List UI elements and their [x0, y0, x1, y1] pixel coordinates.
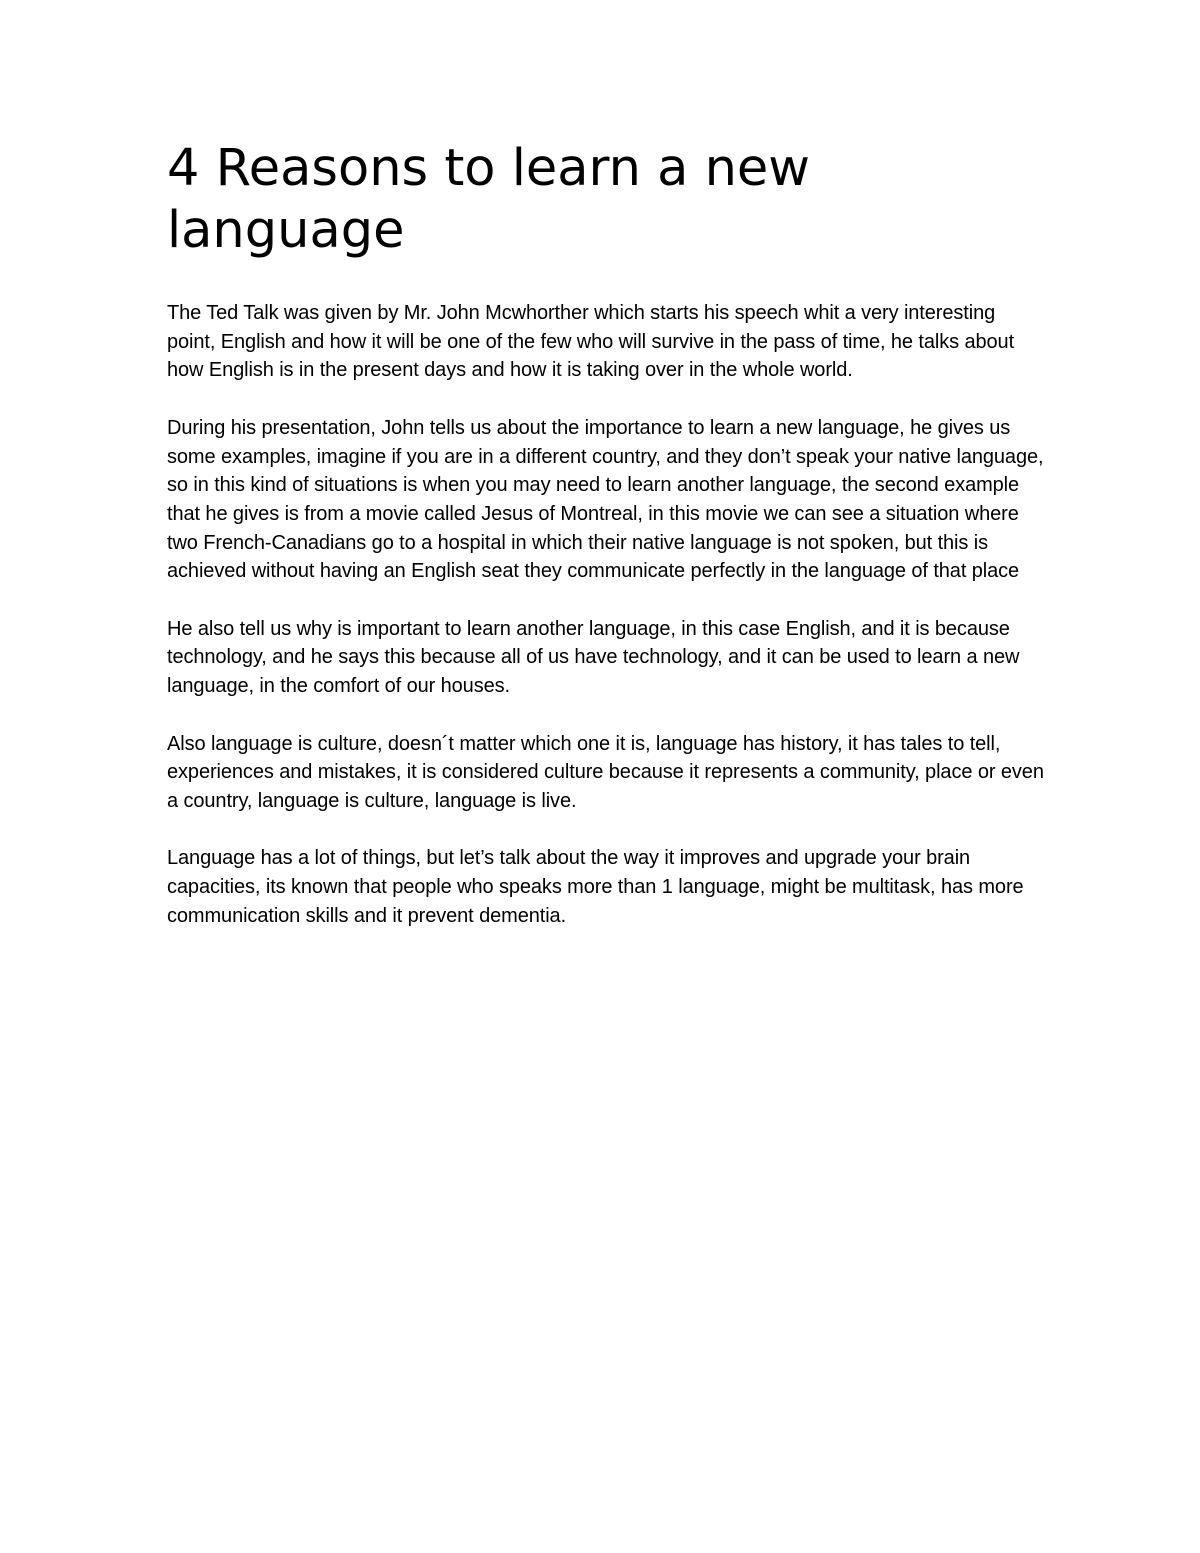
document-body — [167, 138, 1047, 959]
paragraph-2: During his presentation, John tells us about the importance to learn a new language, he gives us some examples, imagine if you are in a different country, and they don’t speak your native language, so in this kind of situations is when you may need to learn another language, the second example that he gives is from a movie called Jesus of Montreal, in this movie we can see a situation where two French-Canadians go to a hospital in which their native language is not spoken, but this is achieved without having an English seat they communicate perfectly in the language of that place — [167, 416, 1044, 583]
paragraph-1: The Ted Talk was given by Mr. John Mcwhorther which starts his speech whit a very interesting point, English and how it will be one of the few who will survive in the pass of time, he talks about how English is in the present days and how it is taking over in the whole world. — [167, 302, 1015, 382]
paragraph-5: Language has a lot of things, but let’s talk about the way it improves and upgrade your brain capacities, its known that people who speaks more than 1 language, might be multitask, has more communication skills and it prevent dementia. — [167, 847, 1024, 927]
document-title: 4 Reasons to learn a new language — [167, 139, 811, 260]
paragraph-4: Also language is culture, doesn´t matter which one it is, language has history, it has tales to tell, experiences and mistakes, it is considered culture because it represents a community, place or even a country, language is culture, language is live. — [167, 732, 1044, 812]
paragraph-3: He also tell us why is important to learn another language, in this case English, and it is because technology, and he says this because all of us have technology, and it can be used to learn a new language, in the comfort of our houses. — [167, 617, 1020, 698]
